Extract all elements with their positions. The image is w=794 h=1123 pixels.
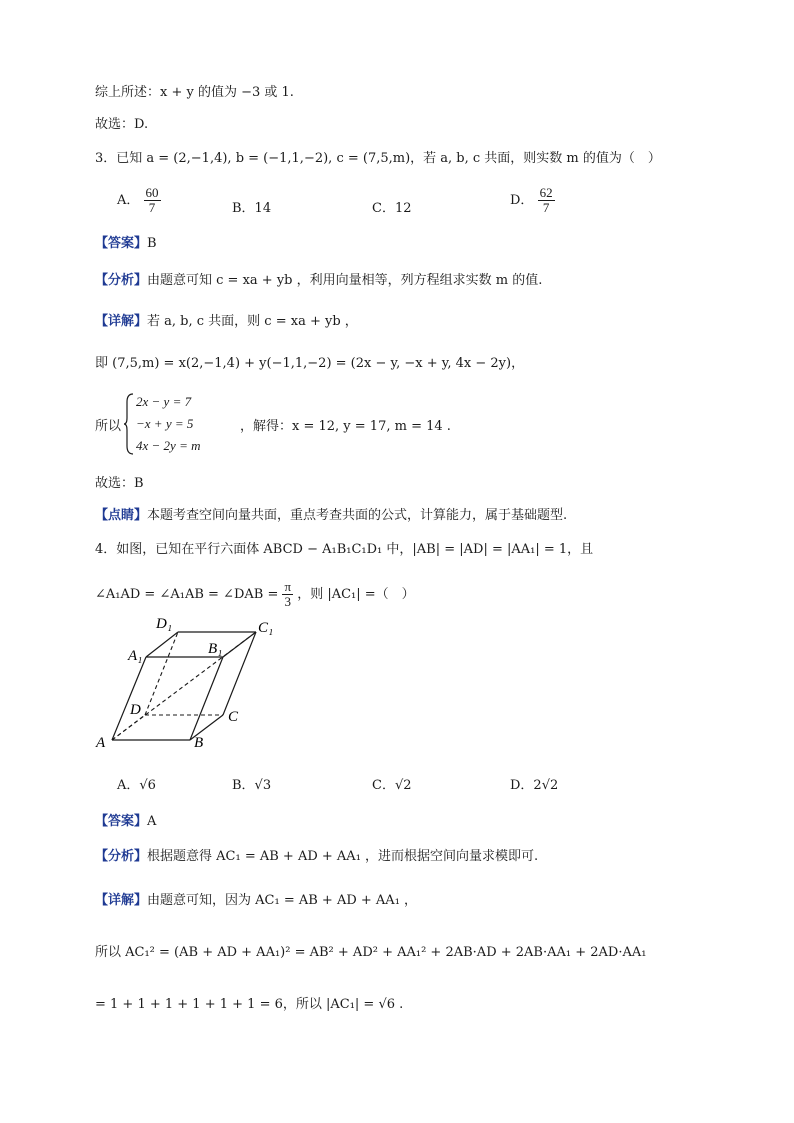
q3-comment: 【点睛】本题考查空间向量共面，重点考查共面的公式，计算能力，属于基础题型. — [95, 508, 568, 523]
q3-system-eq3: 4x − 2y = m — [136, 438, 201, 453]
choose-d-line: 故选：D. — [95, 117, 149, 132]
q3-equation: 即 (7,5,m) = x(2,−1,4) + y(−1,1,−2) = (2x − y, −x + y, 4x − 2y)， — [95, 356, 525, 371]
q4-answer: 【答案】A — [95, 814, 157, 829]
q4-option-a: A．√6 — [117, 778, 156, 793]
q4-expansion: 所以 AC₁² = (AB + AD + AA₁)² = AB² + AD² + AA₁² + 2AB·AD + 2AB·AA₁ + 2AD·AA₁ — [95, 945, 647, 960]
q3-system-eq2: −x + y = 5 — [136, 416, 194, 431]
label-D: D — [130, 702, 141, 718]
summary-line: 综上所述：x + y 的值为 −3 或 1. — [95, 85, 294, 100]
label-C1: C₁ — [258, 620, 274, 636]
q4-angle-fraction: $\frac{\pi}{3}$ — [284, 579, 292, 609]
q3-solution: ，解得：x = 12, y = 17, m = 14 . — [240, 419, 451, 434]
label-B: B — [194, 735, 204, 751]
q3-brace — [123, 392, 135, 456]
q3-option-d: D． $\frac{62}{7}$ — [510, 185, 553, 215]
q3-detail: 【详解】若 a, b, c 共面，则 c = xa + yb ， — [95, 314, 358, 329]
q3-so-label: 所以 — [95, 419, 122, 434]
q3-answer: 【答案】B — [95, 236, 157, 251]
q3-choose: 故选：B — [95, 476, 144, 491]
question-4: 4．如图，已知在平行六面体 ABCD − A₁B₁C₁D₁ 中，|AB| = |AD| = |AA₁| = 1，且 — [95, 542, 594, 557]
parallelepiped-figure — [90, 610, 290, 755]
question-3: 3．已知 a = (2,−1,4), b = (−1,1,−2), c = (7,5,m)，若 a, b, c 共面，则实数 m 的值为（ ） — [95, 151, 661, 166]
q3-system-eq1: 2x − y = 7 — [136, 394, 192, 409]
q3-option-a: A． $\frac{60}{7}$ — [117, 185, 159, 215]
label-B1: B₁ — [208, 641, 223, 657]
q3-option-c: C．12 — [372, 201, 412, 216]
q3-option-a-fraction: $\frac{60}{7}$ — [145, 185, 159, 215]
label-A: A — [96, 735, 106, 751]
question-4-angles: ∠A₁AD = ∠A₁AB = ∠DAB = $\frac{\pi}{3}$ ，则 |AC₁| =（ ） — [95, 579, 415, 609]
q3-analysis: 【分析】由题意可知 c = xa + yb ，利用向量相等，列方程组求实数 m 的值. — [95, 273, 543, 288]
label-D1: D₁ — [156, 616, 173, 632]
q4-option-d: D．2√2 — [510, 778, 559, 793]
label-A1: A₁ — [128, 648, 143, 664]
q4-analysis: 【分析】根据题意得 AC₁ = AB + AD + AA₁ ，进而根据空间向量求模即可. — [95, 849, 539, 864]
q4-option-b: B．√3 — [232, 778, 272, 793]
q4-result: = 1 + 1 + 1 + 1 + 1 + 1 = 6，所以 |AC₁| = √6 . — [95, 997, 404, 1012]
q4-detail: 【详解】由题意可知，因为 AC₁ = AB + AD + AA₁ ， — [95, 893, 418, 908]
q4-option-c: C．√2 — [372, 778, 412, 793]
q3-option-d-fraction: $\frac{62}{7}$ — [539, 185, 553, 215]
edge-A1D1 — [146, 632, 178, 657]
label-C: C — [228, 709, 239, 725]
q3-option-b: B．14 — [232, 201, 272, 216]
